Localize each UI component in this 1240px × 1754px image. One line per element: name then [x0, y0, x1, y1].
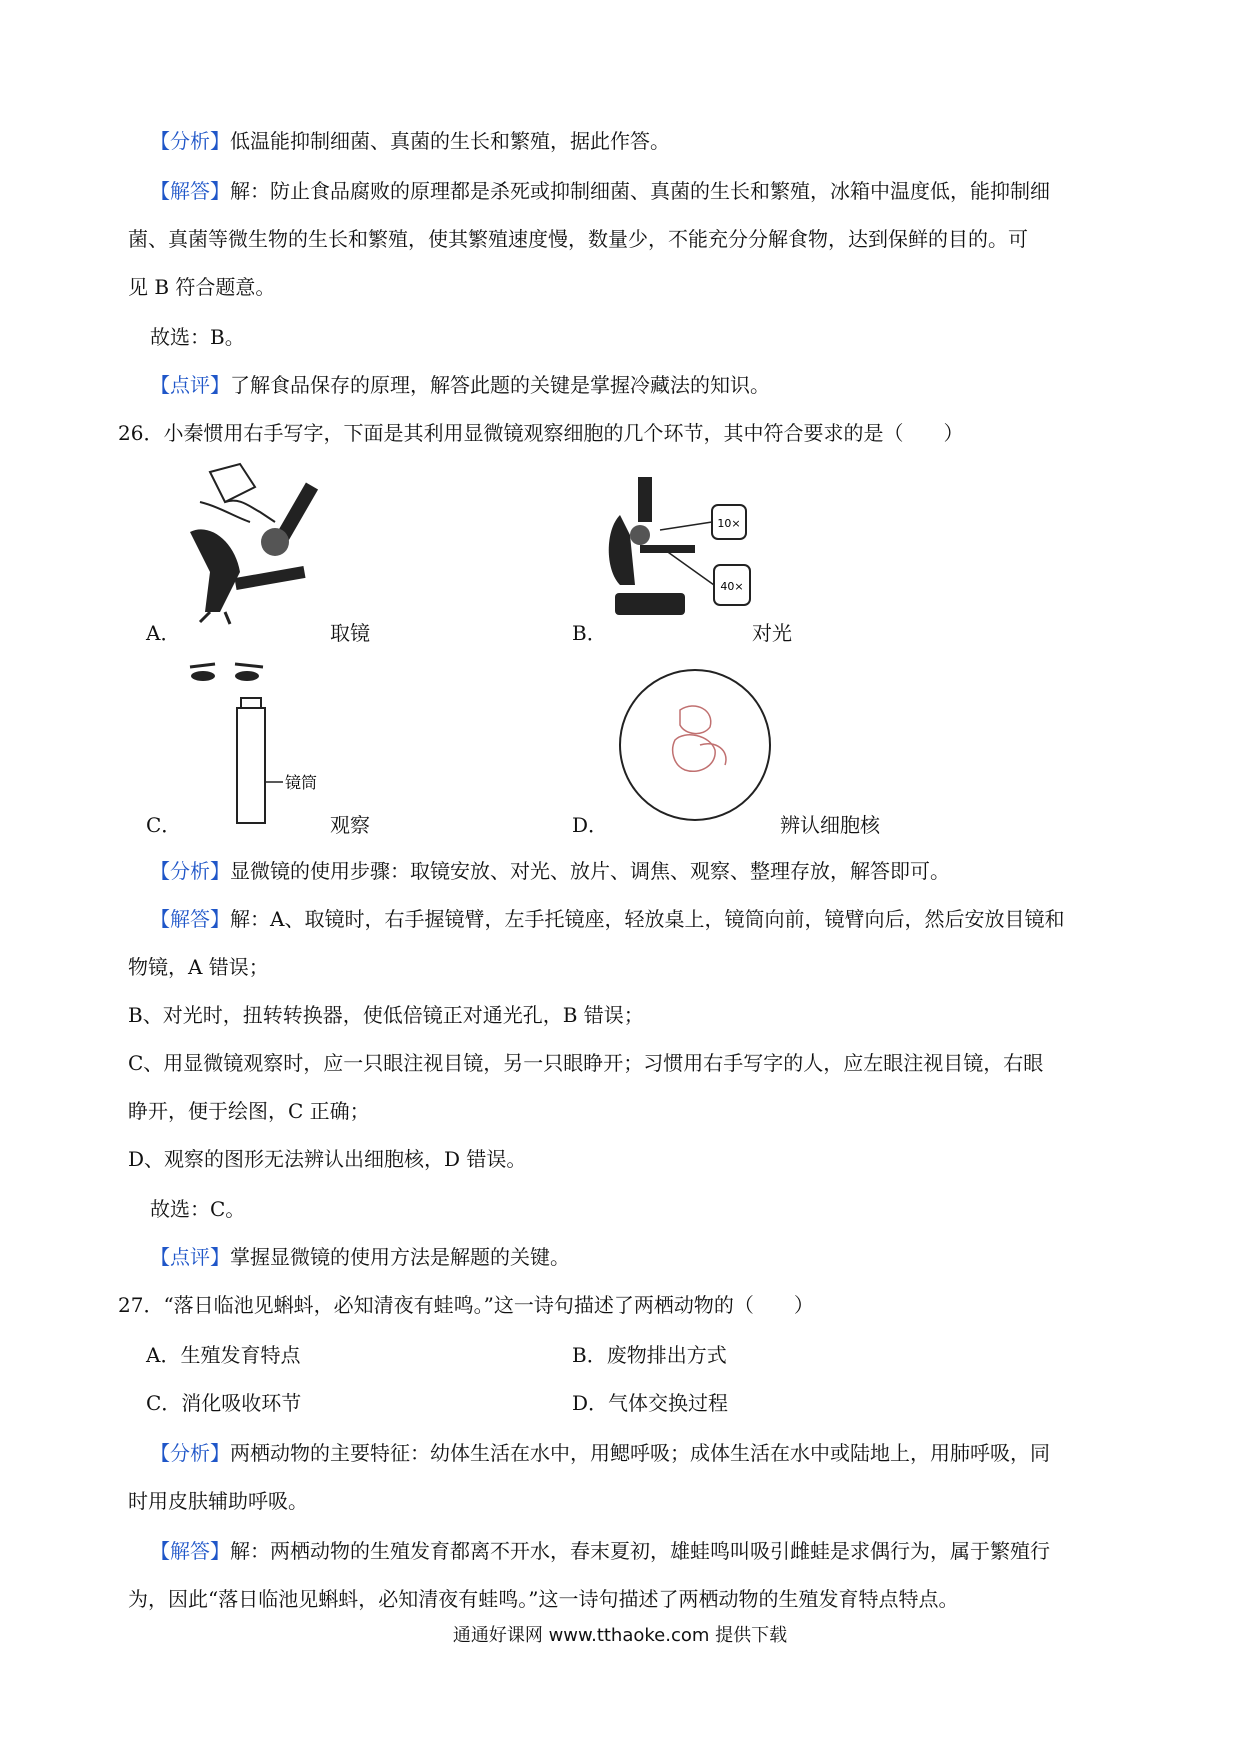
option-b-caption: 对光 [752, 621, 792, 645]
option-d-caption: 辨认细胞核 [780, 813, 880, 837]
q26-comment-line [150, 1244, 570, 1270]
lens-10x-label: 10× [717, 517, 741, 530]
comment-tag: 【点评】 [150, 373, 230, 397]
q27-option-a: A．生殖发育特点 [146, 1343, 301, 1367]
analysis-text: 显微镜的使用步骤：取镜安放、对光、放片、调焦、观察、整理存放，解答即可。 [230, 859, 950, 883]
option-d-letter: D． [572, 813, 609, 837]
comment-tag: 【点评】 [150, 1245, 230, 1269]
q25-analysis-line [150, 128, 670, 154]
q26-stem: 26．小秦惯用右手写字，下面是其利用显微镜观察细胞的几个环节，其中符合要求的是（ ） [118, 421, 964, 445]
q27-answer-line-1 [150, 1538, 1050, 1564]
option-b-letter: B． [572, 621, 607, 645]
q27-option-c: C．消化吸收环节 [146, 1391, 302, 1415]
comment-text: 掌握显微镜的使用方法是解题的关键。 [230, 1245, 570, 1269]
option-c-letter: C． [146, 813, 182, 837]
tube-label: 镜筒 [285, 773, 318, 792]
page-footer: 通通好课网 www.tthaoke.com 提供下载 [452, 1625, 788, 1646]
answer-text: 解：防止食品腐败的原理都是杀死或抑制细菌、真菌的生长和繁殖，冰箱中温度低，能抑制细 [230, 179, 1050, 203]
q26-answer-line-2: 物镜，A 错误； [128, 955, 269, 979]
q26-analysis-line [150, 858, 950, 884]
option-a-caption: 取镜 [330, 621, 370, 645]
q25-answer-line-2: 菌、真菌等微生物的生长和繁殖，使其繁殖速度慢，数量少，不能充分分解食物，达到保鲜的目的。可 [128, 227, 1028, 251]
q27-stem: 27．“落日临池见蝌蚪，必知清夜有蛙鸣。”这一诗句描述了两栖动物的（ ） [118, 1293, 814, 1317]
analysis-text: 两栖动物的主要特征：幼体生活在水中，用鳃呼吸；成体生活在水中或陆地上，用肺呼吸，同 [230, 1441, 1050, 1465]
answer-tag: 【解答】 [150, 179, 230, 203]
figure-a-take-microscope [180, 462, 340, 627]
answer-text: 解：A、取镜时，右手握镜臂，左手托镜座，轻放桌上，镜筒向前，镜臂向后，然后安放目镜和 [230, 907, 1065, 931]
figure-b-microscope-with-lenses [600, 475, 775, 625]
q25-choice: 故选：B。 [150, 325, 245, 349]
q27-analysis-line-2: 时用皮肤辅助呼吸。 [128, 1489, 308, 1513]
figure-c-eyes-and-tube [185, 662, 335, 827]
figure-d-field-of-view [615, 665, 775, 825]
q25-answer-line-1 [150, 178, 1050, 204]
analysis-tag: 【分析】 [150, 1441, 230, 1465]
q26-answer-line-6: D、观察的图形无法辨认出细胞核，D 错误。 [128, 1147, 527, 1171]
option-a-letter: A． [146, 621, 181, 645]
analysis-tag: 【分析】 [150, 859, 230, 883]
q27-answer-line-2: 为，因此“落日临池见蝌蚪，必知清夜有蛙鸣。”这一诗句描述了两栖动物的生殖发育特点特点。 [128, 1587, 959, 1611]
q26-answer-line-3: B、对光时，扭转转换器，使低倍镜正对通光孔，B 错误； [128, 1003, 644, 1027]
option-c-caption: 观察 [330, 813, 370, 837]
analysis-tag: 【分析】 [150, 129, 230, 153]
answer-tag: 【解答】 [150, 1539, 230, 1563]
q26-answer-line-4: C、用显微镜观察时，应一只眼注视目镜，另一只眼睁开；习惯用右手写字的人，应左眼注视目镜，右眼 [128, 1051, 1044, 1075]
comment-text: 了解食品保存的原理，解答此题的关键是掌握冷藏法的知识。 [230, 373, 770, 397]
lens-40x-label: 40× [720, 580, 744, 593]
analysis-text: 低温能抑制细菌、真菌的生长和繁殖，据此作答。 [230, 129, 670, 153]
q25-answer-line-3: 见 B 符合题意。 [128, 275, 276, 299]
q25-comment-line [150, 372, 770, 398]
q26-answer-line-1 [150, 906, 1064, 932]
q27-option-d: D．气体交换过程 [572, 1391, 729, 1415]
q26-answer-line-5: 睁开，便于绘图，C 正确； [128, 1099, 370, 1123]
q26-choice: 故选：C。 [150, 1197, 246, 1221]
q27-analysis-line-1 [150, 1440, 1050, 1466]
answer-text: 解：两栖动物的生殖发育都离不开水，春末夏初，雄蛙鸣叫吸引雌蛙是求偶行为，属于繁殖行 [230, 1539, 1050, 1563]
q27-option-b: B．废物排出方式 [572, 1343, 727, 1367]
answer-tag: 【解答】 [150, 907, 230, 931]
